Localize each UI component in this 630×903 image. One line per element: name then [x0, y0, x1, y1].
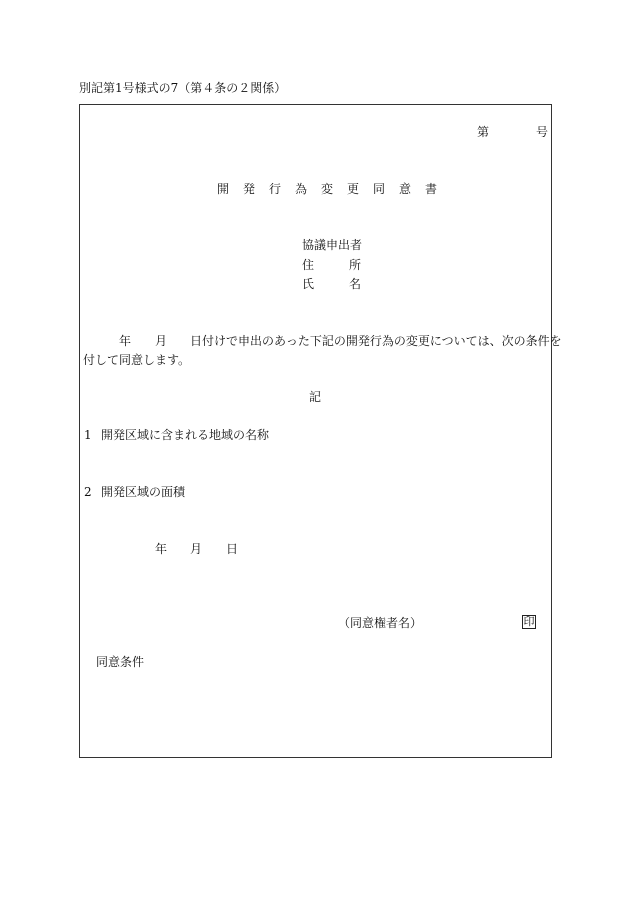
address-label-1: 住 [302, 258, 315, 272]
date-year: 年 [155, 542, 168, 556]
conditions-label: 同意条件 [96, 655, 145, 669]
body-year: 年 [119, 334, 132, 348]
body-month: 月 [155, 334, 168, 348]
item-1-text: 開発区域に含まれる地域の名称 [101, 428, 270, 442]
name-label-2: 名 [349, 277, 362, 291]
number-prefix: 第 [477, 125, 490, 139]
applicant-heading: 協議申出者 [302, 238, 363, 252]
address-label-2: 所 [349, 258, 362, 272]
name-label-1: 氏 [302, 277, 315, 291]
seal-icon: 印 [523, 615, 535, 628]
item-2-number: 2 [84, 485, 92, 499]
item-1-number: 1 [84, 428, 92, 442]
number-suffix: 号 [536, 125, 549, 139]
date-month: 月 [190, 542, 203, 556]
date-day: 日 [226, 542, 239, 556]
body-line-1: 日付けで申出のあった下記の開発行為の変更については、次の条件を [190, 334, 562, 348]
body-line-2: 付して同意します。 [83, 353, 191, 367]
item-2-text: 開発区域の面積 [101, 485, 186, 499]
consenter-label: （同意権者名） [338, 616, 423, 630]
form-reference: 別記第1号様式の7（第４条の２関係） [79, 81, 287, 95]
ki-heading: 記 [309, 390, 322, 404]
document-title: 開発行為変更同意書 [217, 182, 452, 196]
